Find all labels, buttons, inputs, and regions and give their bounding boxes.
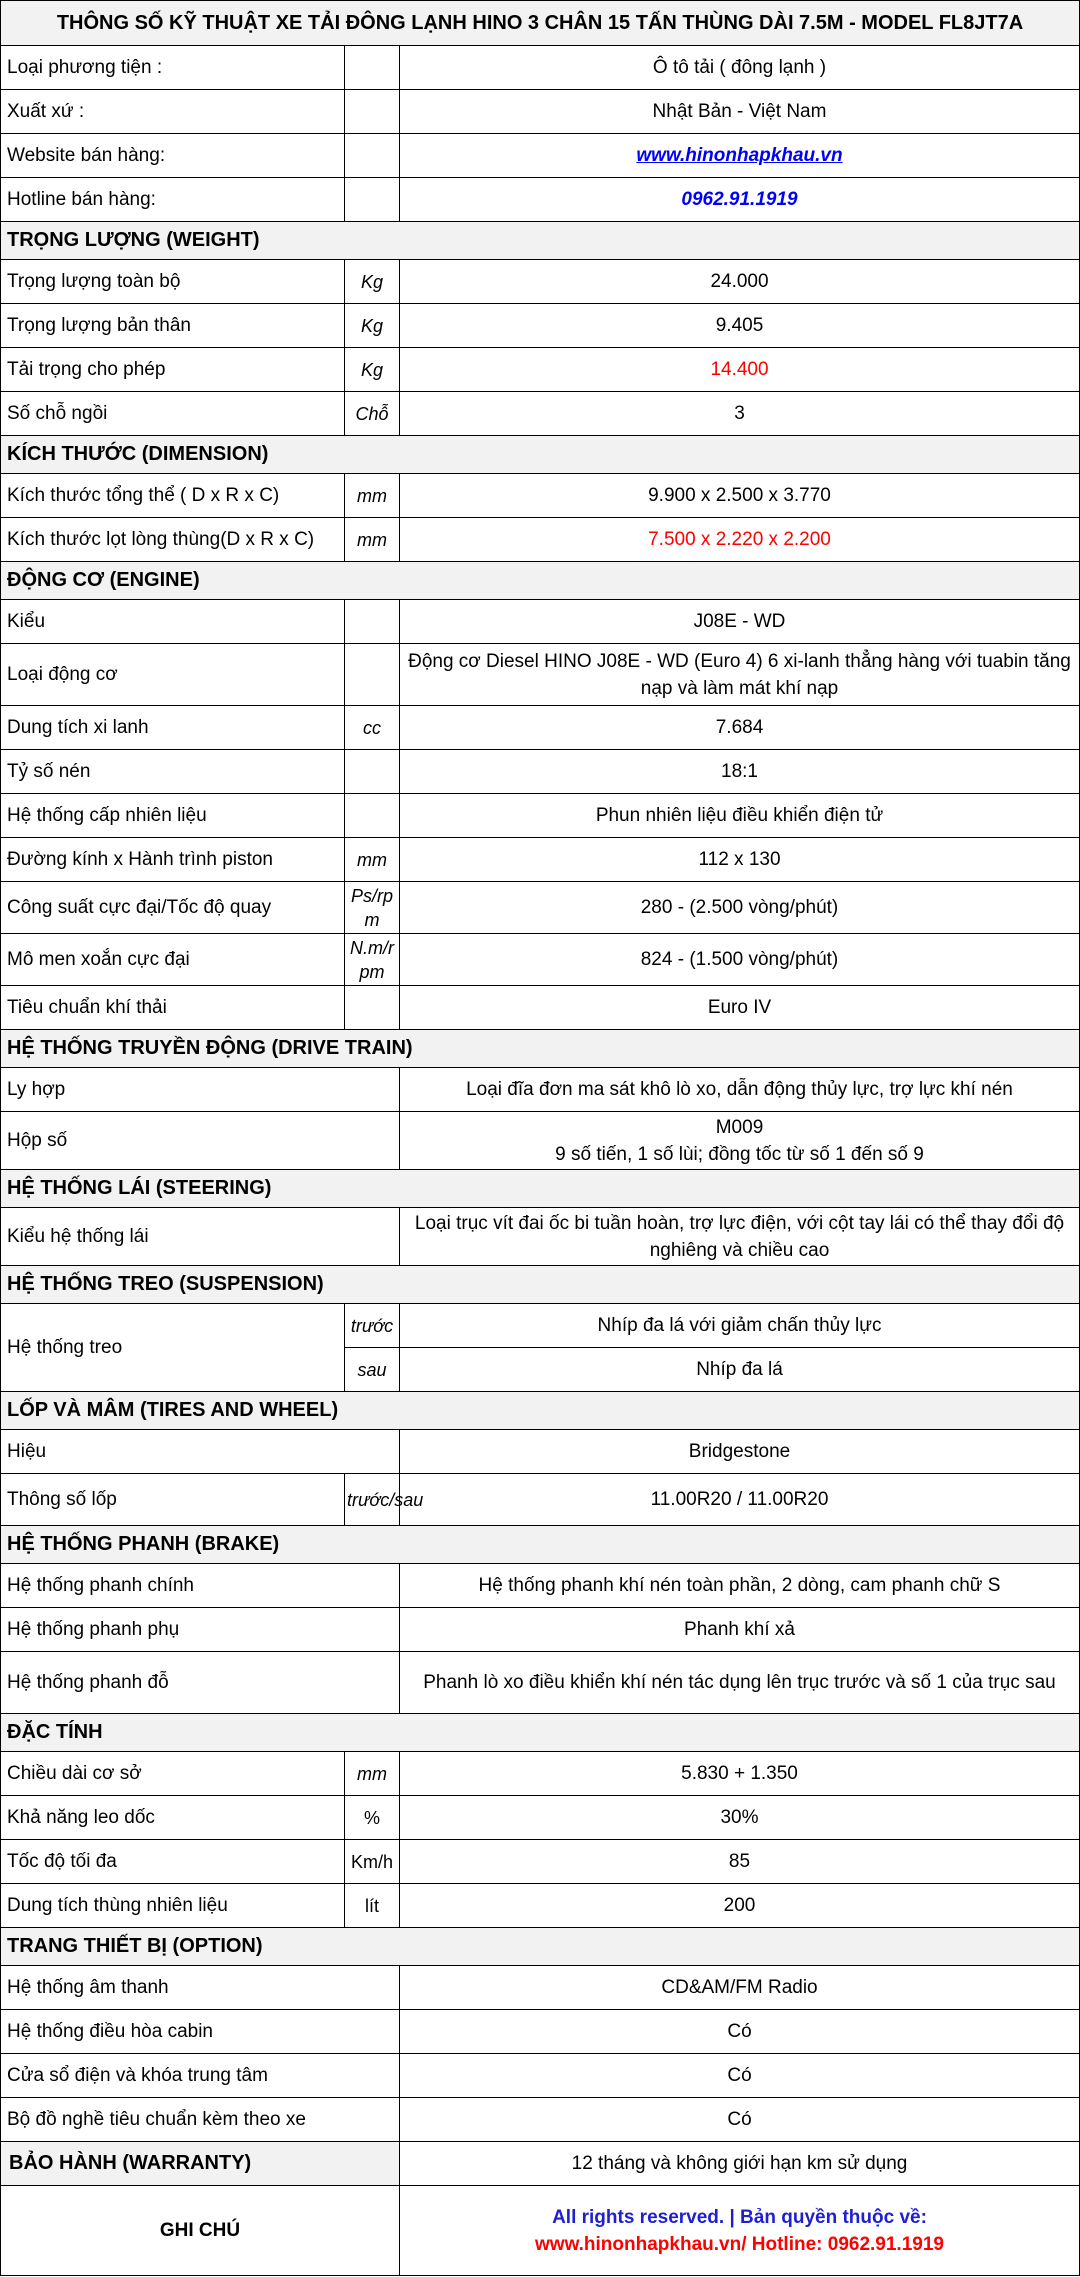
table-row xyxy=(1,1430,1080,1474)
row-value: 18:1 xyxy=(400,750,1080,794)
table-row xyxy=(1,1966,1080,2010)
row-unit: Kg xyxy=(345,304,400,348)
row-unit: trước/sau xyxy=(345,1474,400,1526)
row-label: Tiêu chuẩn khí thải xyxy=(1,986,345,1030)
row-label: Tốc độ tối đa xyxy=(1,1840,345,1884)
row-label: Tỷ số nén xyxy=(1,750,345,794)
row-label: Số chỗ ngồi xyxy=(1,392,345,436)
section-heading-features: ĐẶC TÍNH xyxy=(1,1714,1080,1752)
table-row xyxy=(1,304,1080,348)
table-row xyxy=(1,750,1080,794)
row-unit: N.m/rpm xyxy=(345,934,400,986)
table-row xyxy=(1,838,1080,882)
table-row xyxy=(1,644,1080,706)
row-value: Ô tô tải ( đông lạnh ) xyxy=(400,46,1080,90)
table-row xyxy=(1,1304,1080,1348)
gearbox-description: 9 số tiến, 1 số lùi; đồng tốc từ số 1 đến số 9 xyxy=(555,1143,924,1165)
section-row xyxy=(1,1526,1080,1564)
row-label: Kích thước tổng thể ( D x R x C) xyxy=(1,474,345,518)
row-unit xyxy=(345,986,400,1030)
table-row xyxy=(1,2054,1080,2098)
section-heading-steering: HỆ THỐNG LÁI (STEERING) xyxy=(1,1170,1080,1208)
section-heading-weight: TRỌNG LƯỢNG (WEIGHT) xyxy=(1,222,1080,260)
section-row xyxy=(1,222,1080,260)
row-label: Kiểu xyxy=(1,600,345,644)
row-label: Hệ thống phanh đỗ xyxy=(1,1652,400,1714)
row-label: Loại động cơ xyxy=(1,644,345,706)
table-row xyxy=(1,882,1080,934)
row-unit xyxy=(345,600,400,644)
table-row xyxy=(1,2186,1080,2276)
row-unit: Km/h xyxy=(345,1840,400,1884)
table-row xyxy=(1,1068,1080,1112)
row-value: 85 xyxy=(400,1840,1080,1884)
section-row xyxy=(1,1030,1080,1068)
table-row xyxy=(1,1752,1080,1796)
row-value: CD&AM/FM Radio xyxy=(400,1966,1080,2010)
table-row xyxy=(1,260,1080,304)
section-row xyxy=(1,1392,1080,1430)
table-row xyxy=(1,2010,1080,2054)
note-value xyxy=(400,2186,1080,2276)
row-unit: % xyxy=(345,1796,400,1840)
row-label: Hiệu xyxy=(1,1430,400,1474)
row-unit: mm xyxy=(345,474,400,518)
table-row xyxy=(1,46,1080,90)
hotline-number[interactable]: 0962.91.1919 xyxy=(681,189,798,210)
section-row xyxy=(1,1714,1080,1752)
website-link[interactable]: www.hinonhapkhau.vn xyxy=(636,145,843,166)
row-value: 9.405 xyxy=(400,304,1080,348)
table-row xyxy=(1,474,1080,518)
row-label: Trọng lượng toàn bộ xyxy=(1,260,345,304)
row-unit xyxy=(345,134,400,178)
row-label: Cửa sổ điện và khóa trung tâm xyxy=(1,2054,400,2098)
section-heading-options: TRANG THIẾT BỊ (OPTION) xyxy=(1,1928,1080,1966)
row-value: Động cơ Diesel HINO J08E - WD (Euro 4) 6 xi-lanh thẳng hàng với tuabin tăng nạp và làm mát khí nạp xyxy=(400,644,1080,706)
row-value xyxy=(400,1112,1080,1170)
row-label: Website bán hàng: xyxy=(1,134,345,178)
table-row xyxy=(1,706,1080,750)
section-heading-drivetrain: HỆ THỐNG TRUYỀN ĐỘNG (DRIVE TRAIN) xyxy=(1,1030,1080,1068)
row-label: Hệ thống phanh phụ xyxy=(1,1608,400,1652)
row-value: Nhíp đa lá xyxy=(400,1348,1080,1392)
table-row xyxy=(1,178,1080,222)
row-label: Hệ thống âm thanh xyxy=(1,1966,400,2010)
section-heading-brake: HỆ THỐNG PHANH (BRAKE) xyxy=(1,1526,1080,1564)
row-value: Phanh lò xo điều khiển khí nén tác dụng lên trục trước và số 1 của trục sau xyxy=(400,1652,1080,1714)
row-value: 7.684 xyxy=(400,706,1080,750)
row-unit xyxy=(345,178,400,222)
row-value: 112 x 130 xyxy=(400,838,1080,882)
title-row xyxy=(1,1,1080,46)
row-unit: Chỗ xyxy=(345,392,400,436)
row-unit: mm xyxy=(345,1752,400,1796)
row-value: 7.500 x 2.220 x 2.200 xyxy=(400,518,1080,562)
row-unit: Ps/rpm xyxy=(345,882,400,934)
row-value: 11.00R20 / 11.00R20 xyxy=(400,1474,1080,1526)
row-label: Hệ thống phanh chính xyxy=(1,1564,400,1608)
table-row xyxy=(1,934,1080,986)
row-label: Hệ thống cấp nhiên liệu xyxy=(1,794,345,838)
row-unit xyxy=(345,90,400,134)
row-unit: lít xyxy=(345,1884,400,1928)
row-label: Bộ đồ nghề tiêu chuẩn kèm theo xe xyxy=(1,2098,400,2142)
row-label: Công suất cực đại/Tốc độ quay xyxy=(1,882,345,934)
row-value: Nhật Bản - Việt Nam xyxy=(400,90,1080,134)
section-heading-dimension: KÍCH THƯỚC (DIMENSION) xyxy=(1,436,1080,474)
row-value: Có xyxy=(400,2010,1080,2054)
table-row xyxy=(1,1884,1080,1928)
row-unit: Kg xyxy=(345,260,400,304)
row-label: Đường kính x Hành trình piston xyxy=(1,838,345,882)
row-label: Hộp số xyxy=(1,1112,400,1170)
row-label: Khả năng leo dốc xyxy=(1,1796,345,1840)
table-row xyxy=(1,2098,1080,2142)
row-value: 5.830 + 1.350 xyxy=(400,1752,1080,1796)
row-value: 30% xyxy=(400,1796,1080,1840)
row-value: Phun nhiên liệu điều khiển điện tử xyxy=(400,794,1080,838)
section-row xyxy=(1,1928,1080,1966)
section-row xyxy=(1,1266,1080,1304)
warranty-label: BẢO HÀNH (WARRANTY) xyxy=(1,2142,400,2186)
table-row xyxy=(1,1208,1080,1266)
table-row xyxy=(1,1652,1080,1714)
table-row xyxy=(1,1796,1080,1840)
row-value: Nhíp đa lá với giảm chấn thủy lực xyxy=(400,1304,1080,1348)
row-unit xyxy=(345,794,400,838)
row-value: 824 - (1.500 vòng/phút) xyxy=(400,934,1080,986)
row-value: Có xyxy=(400,2098,1080,2142)
row-label: Kích thước lọt lòng thùng(D x R x C) xyxy=(1,518,345,562)
row-label: Hệ thống điều hòa cabin xyxy=(1,2010,400,2054)
row-label: Hotline bán hàng: xyxy=(1,178,345,222)
copyright-line: All rights reserved. | Bản quyền thuộc về: xyxy=(552,2206,927,2228)
contact-line[interactable]: www.hinonhapkhau.vn/ Hotline: 0962.91.1919 xyxy=(535,2233,944,2255)
row-label: Xuất xứ : xyxy=(1,90,345,134)
row-unit: trước xyxy=(345,1304,400,1348)
row-value: 200 xyxy=(400,1884,1080,1928)
warranty-value: 12 tháng và không giới hạn km sử dụng xyxy=(400,2142,1080,2186)
table-row xyxy=(1,348,1080,392)
row-unit: mm xyxy=(345,838,400,882)
row-unit xyxy=(345,644,400,706)
row-value: 24.000 xyxy=(400,260,1080,304)
row-label: Thông số lốp xyxy=(1,1474,345,1526)
row-label: Mô men xoắn cực đại xyxy=(1,934,345,986)
row-label: Chiều dài cơ sở xyxy=(1,1752,345,1796)
row-value: 280 - (2.500 vòng/phút) xyxy=(400,882,1080,934)
row-label: Hệ thống treo xyxy=(1,1304,345,1392)
row-unit xyxy=(345,46,400,90)
page-title: THÔNG SỐ KỸ THUẬT XE TẢI ĐÔNG LẠNH HINO 3 CHÂN 15 TẤN THÙNG DÀI 7.5M - MODEL FL8JT7A xyxy=(1,1,1080,46)
row-value: 14.400 xyxy=(400,348,1080,392)
row-value: Hệ thống phanh khí nén toàn phần, 2 dòng, cam phanh chữ S xyxy=(400,1564,1080,1608)
row-value: 9.900 x 2.500 x 3.770 xyxy=(400,474,1080,518)
section-heading-engine: ĐỘNG CƠ (ENGINE) xyxy=(1,562,1080,600)
row-label: Dung tích xi lanh xyxy=(1,706,345,750)
table-row xyxy=(1,600,1080,644)
row-label: Dung tích thùng nhiên liệu xyxy=(1,1884,345,1928)
row-value: J08E - WD xyxy=(400,600,1080,644)
table-row xyxy=(1,1608,1080,1652)
table-row xyxy=(1,1112,1080,1170)
section-row xyxy=(1,562,1080,600)
row-unit: mm xyxy=(345,518,400,562)
row-unit xyxy=(345,750,400,794)
section-heading-suspension: HỆ THỐNG TREO (SUSPENSION) xyxy=(1,1266,1080,1304)
table-row xyxy=(1,1474,1080,1526)
row-unit: sau xyxy=(345,1348,400,1392)
row-value: Loại đĩa đơn ma sát khô lò xo, dẫn động thủy lực, trợ lực khí nén xyxy=(400,1068,1080,1112)
row-label: Tải trọng cho phép xyxy=(1,348,345,392)
section-heading-tires: LỐP VÀ MÂM (TIRES AND WHEEL) xyxy=(1,1392,1080,1430)
row-value: 3 xyxy=(400,392,1080,436)
table-row xyxy=(1,392,1080,436)
row-value: Phanh khí xả xyxy=(400,1608,1080,1652)
row-unit: cc xyxy=(345,706,400,750)
row-label: Ly hợp xyxy=(1,1068,400,1112)
row-value: Loại trục vít đai ốc bi tuần hoàn, trợ lực điện, với cột tay lái có thể thay đổi độ nghiêng và chiều cao xyxy=(400,1208,1080,1266)
row-unit: Kg xyxy=(345,348,400,392)
table-row xyxy=(1,986,1080,1030)
gearbox-model: M009 xyxy=(715,1116,764,1138)
row-label: Kiểu hệ thống lái xyxy=(1,1208,400,1266)
table-row xyxy=(1,1840,1080,1884)
table-row xyxy=(1,1564,1080,1608)
table-row xyxy=(1,90,1080,134)
table-row xyxy=(1,2142,1080,2186)
section-row xyxy=(1,436,1080,474)
row-value: Có xyxy=(400,2054,1080,2098)
row-label: Trọng lượng bản thân xyxy=(1,304,345,348)
row-value: Bridgestone xyxy=(400,1430,1080,1474)
note-label: GHI CHÚ xyxy=(1,2186,400,2276)
section-row xyxy=(1,1170,1080,1208)
row-label: Loại phương tiện : xyxy=(1,46,345,90)
table-row xyxy=(1,794,1080,838)
table-row xyxy=(1,518,1080,562)
table-row xyxy=(1,134,1080,178)
row-value: Euro IV xyxy=(400,986,1080,1030)
